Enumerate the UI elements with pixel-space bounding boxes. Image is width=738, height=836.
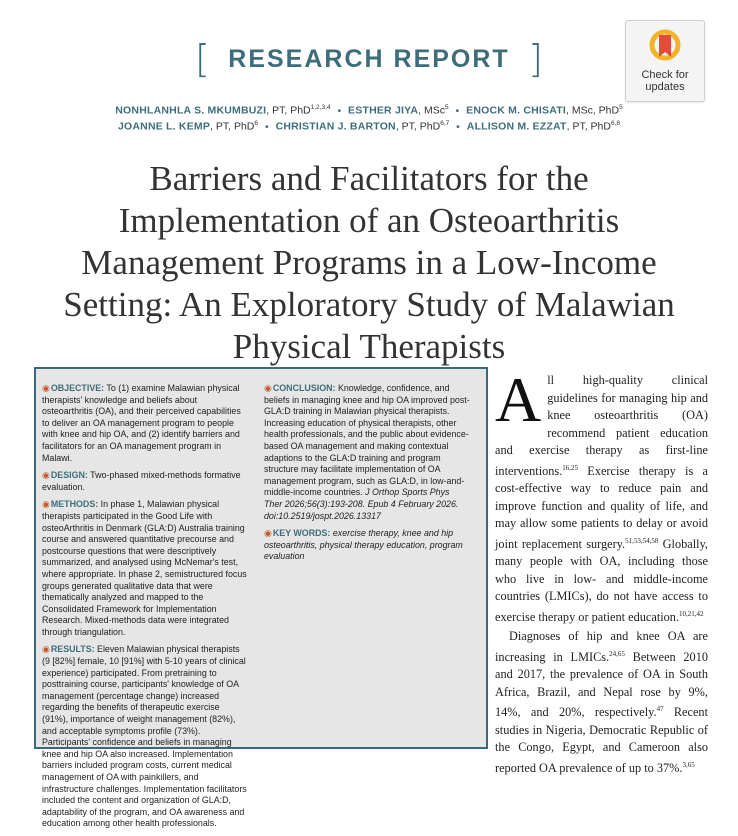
author-credentials: , PT, PhD xyxy=(566,120,611,133)
bullet-icon: ◉ xyxy=(264,528,272,539)
author-affiliation: 6 xyxy=(254,120,259,127)
body-text-run: Globally, many people with OA, including those who live in low- and middle-income countries (LMICs), do not have access to exercise therapy or patient education. xyxy=(495,536,708,624)
abstract-methods xyxy=(42,499,248,638)
design-text: Two-phased mixed-methods formative evaluation. xyxy=(42,470,241,492)
separator-dot: • xyxy=(456,120,460,133)
bookmark-ring-icon xyxy=(648,28,682,64)
author-name: ESTHER JIYA xyxy=(348,104,419,117)
conclusion-heading: CONCLUSION: xyxy=(272,383,336,393)
keywords-text: exercise therapy, knee and hip osteoarthritis, physical therapy education, program evaluation xyxy=(264,528,463,562)
objective-heading: OBJECTIVE: xyxy=(50,383,105,393)
article-title: Barriers and Facilitators for the Implementation of an Osteoarthritis Management Programs in a Low-Income Setting: An Exploratory Study of Malawian Physical Therapists xyxy=(63,159,675,366)
author-name: NONHLANHLA S. MKUMBUZI xyxy=(115,104,267,117)
separator-dot: • xyxy=(337,104,342,117)
reference: 47 xyxy=(656,705,664,714)
author-line-1 xyxy=(0,104,738,117)
bullet-icon: ◉ xyxy=(42,383,50,393)
author-affiliation: 5 xyxy=(444,104,449,111)
author-line-2 xyxy=(0,120,738,133)
objective-text: To (1) examine Malawian physical therapists' knowledge and beliefs about osteoarthritis (OA), and their perceived capabilities to deliver an OA management program to people with knee and hip OA, and (2) identify barriers and facilitators for an OA management program in Malawi. xyxy=(42,383,241,463)
body-text-run: Between 2010 and 2017, the prevalence of OA in South Africa, Brazil, and Nepal rose by 9%, 14%, and 20%, respectively. xyxy=(495,649,708,720)
design-heading: DESIGN: xyxy=(50,470,88,481)
right-bracket: ] xyxy=(528,37,543,81)
abstract-column-right xyxy=(264,383,470,569)
body-paragraph-2 xyxy=(495,628,708,777)
abstract-objective xyxy=(42,383,248,464)
reference: 10,21,42 xyxy=(679,609,704,618)
body-text-run: ll high-quality clinical guidelines for managing hip and knee osteoarthritis (OA) recommend patient education and exercise therapy as first-line interventions. xyxy=(495,373,708,478)
reference: 24,65 xyxy=(609,649,625,658)
bullet-icon: ◉ xyxy=(42,644,50,655)
reference: 51,53,54,58 xyxy=(625,536,659,545)
check-for-updates-badge[interactable] xyxy=(625,20,705,102)
abstract-design xyxy=(42,470,248,493)
bullet-icon: ◉ xyxy=(42,470,50,481)
reference: 16,25 xyxy=(562,463,579,472)
author-credentials: , PT, PhD xyxy=(395,120,441,133)
author-affiliation: 6,7 xyxy=(440,120,450,127)
reference: 3,65 xyxy=(682,760,695,769)
abstract-conclusion xyxy=(264,383,470,522)
bullet-icon: ◉ xyxy=(42,499,50,510)
author-affiliation: 5 xyxy=(619,104,623,111)
badge-line-2: updates xyxy=(645,81,685,93)
separator-dot: • xyxy=(264,120,269,133)
citation: J Orthop Sports Phys Ther 2026;56(3):193-208. Epub 4 February 2026. doi:10.2519/jospt.2026.13317 xyxy=(264,487,459,521)
results-text: Eleven Malawian physical therapists (9 [82%] female, 10 [91%] with 5-10 years of clinical experience) participated. From pretraining to posttraining course, participants' knowledge of OA management (percentage change) increased regarding the benefits of therapeutic exercise (91%), importance of weight management (82%), and acceptable symptoms profile (73%). Participants' confidence and beliefs in managing knee and hip OA also increased. Implementation barriers included program costs, current medical management of OA with painkillers, and infrastructure challenges. Implementation facilitators included the content and organization of GLA:D, adaptability of the program, and OA awareness and education among other health professionals. xyxy=(42,644,247,829)
badge-line-1: Check for xyxy=(641,69,689,81)
abstract-box xyxy=(34,367,488,829)
separator-dot: • xyxy=(455,104,460,117)
keywords-heading: KEY WORDS: xyxy=(272,528,331,539)
abstract-column-left xyxy=(42,383,248,836)
bullet-icon: ◉ xyxy=(264,383,272,393)
author-credentials: , MSc, PhD xyxy=(565,104,620,117)
author-credentials: , PT, PhD xyxy=(210,120,255,133)
author-credentials: , MSc xyxy=(418,104,445,117)
results-heading: RESULTS: xyxy=(50,644,95,655)
author-name: JOANNE L. KEMP xyxy=(117,120,211,133)
author-name: ENOCK M. CHISATI xyxy=(466,104,566,117)
body-text xyxy=(495,364,709,778)
author-name: CHRISTIAN J. BARTON xyxy=(275,120,396,133)
abstract-results xyxy=(42,644,248,830)
body-text-run: Recent studies in Nigeria, Democratic Republic of the Congo, Egypt, and Cameroon also reported OA prevalence of up to 37%. xyxy=(495,705,709,776)
left-bracket: [ xyxy=(195,37,210,81)
section-label: RESEARCH REPORT xyxy=(228,44,510,73)
author-credentials: , PT, PhD xyxy=(266,104,311,117)
author-name: ALLISON M. EZZAT xyxy=(466,120,567,133)
body-paragraph-1 xyxy=(495,364,708,626)
body-text-run: Exercise therapy is a cost-effective way to reduce pain and improve function and quality of life, and may allow some patients to delay or avoid joint replacement surgery. xyxy=(495,463,708,551)
body-text-run: Diagnoses of hip and knee OA are increasing in LMICs. xyxy=(495,629,708,664)
drop-cap: A xyxy=(495,364,542,435)
author-affiliation: 1,2,3,4 xyxy=(310,104,331,111)
methods-heading: METHODS: xyxy=(50,499,99,510)
methods-text: In phase 1, Malawian physical therapists participated in the Good Life with osteoArthritis in Denmark (GLA:D) Australia training course and answered quantitative precourse and postcourse questions that were descriptively summarized, and analysed using McNemar's test, where appropriate. In phase 2, semistructured focus groups generated qualitative data that were thematically analyzed and mapped to the Consolidated Framework for Implementation Research. Mixed-methods data were integrated through triangulation. xyxy=(42,499,247,637)
conclusion-text: Knowledge, confidence, and beliefs in managing knee and hip OA improved post-GLA:D training in Malawian physical therapists. Increasing education of physical therapists, other health professionals, and the public about evidence-based OA management and making contextual adaptions to the GLA:D training and program structure may facilitate implementation of OA management program, such as GLA:D, in low-and-middle-income countries. xyxy=(264,383,470,498)
author-affiliation: 6,8 xyxy=(610,120,621,127)
abstract-keywords xyxy=(264,528,470,563)
